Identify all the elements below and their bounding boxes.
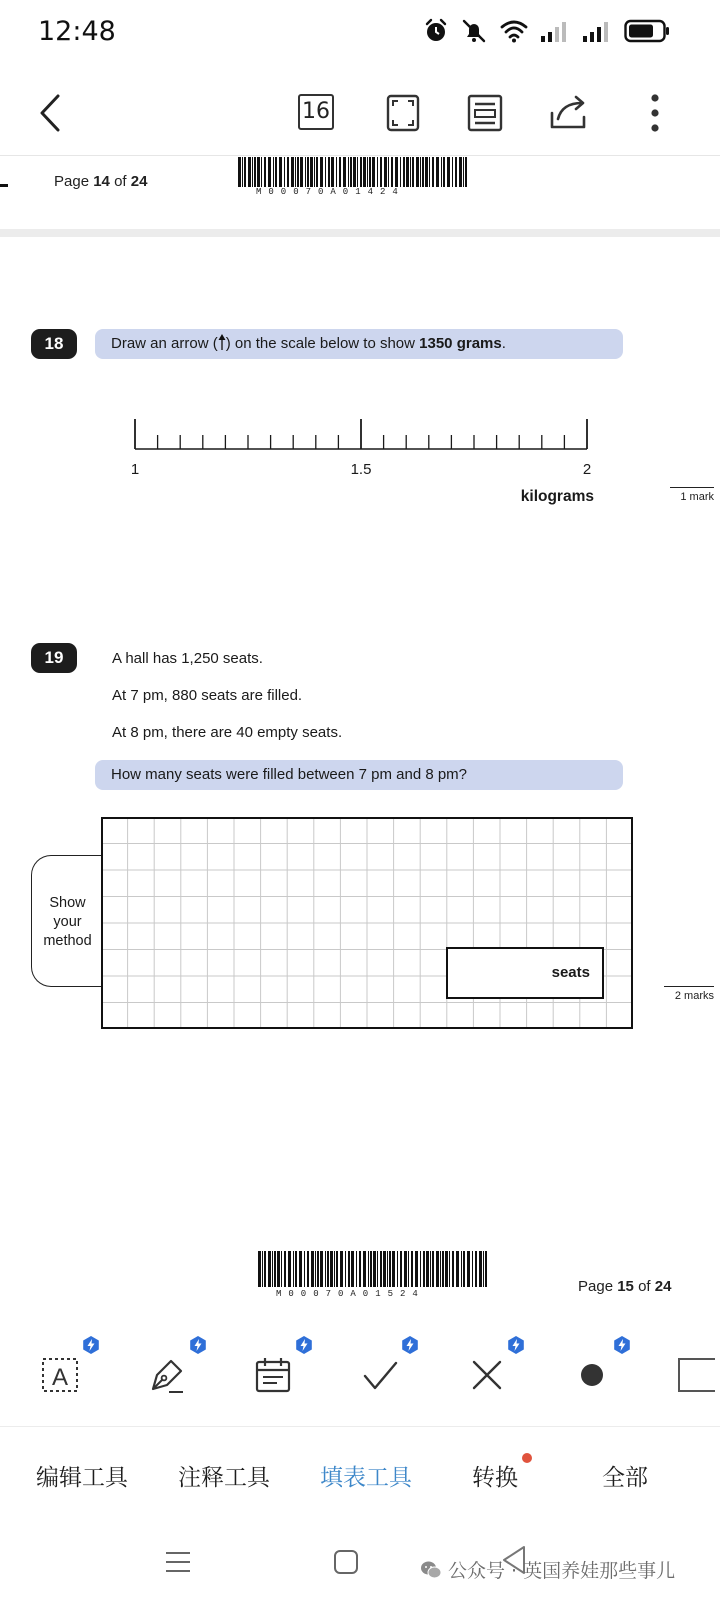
barcode-bar [254,157,256,187]
barcode-bar [311,1251,314,1287]
barcode-bar [400,157,401,187]
barcode-bar [248,157,251,187]
marks-text: 1 mark [680,491,714,503]
barcode-bar [467,1251,470,1287]
barcode-bar [377,1251,378,1287]
barcode-bar [420,1251,421,1287]
barcode-bar [360,157,362,187]
signal-icon [582,20,612,42]
page-label-top [54,173,147,190]
barcode-bar [348,157,349,187]
barcode-bar [395,157,398,187]
back-button[interactable] [28,90,74,136]
calendar-icon [253,1355,293,1395]
barcode-bar [452,157,453,187]
barcode-bar [406,157,409,187]
barcode-bar [410,157,411,187]
barcode-bar [411,1251,413,1287]
barcode-bar [273,157,274,187]
barcode-bar [383,1251,386,1287]
box-tool-icon [675,1355,715,1395]
barcode-bar [440,1251,441,1287]
battery-icon [624,19,670,43]
barcode-bar [284,157,285,187]
barcode-bar [325,1251,326,1287]
page-count-icon[interactable]: 16 [298,94,334,130]
muted-bell-icon [460,18,488,44]
barcode-bar [339,157,341,187]
cross-icon [467,1355,507,1395]
barcode-bar [304,1251,305,1287]
prompt-text: . [501,335,506,352]
barcode-bar [368,1251,369,1287]
question-19-prompt: How many seats were filled between 7 pm and 8 pm? [95,760,623,790]
barcode-bar [465,157,467,187]
barcode-bar [442,1251,444,1287]
barcode-bar [288,1251,291,1287]
barcode-bar [317,1251,319,1287]
barcode-bar [436,157,439,187]
barcode-bar [284,1251,286,1287]
barcode-bar [244,157,246,187]
tab-convert[interactable] [472,1459,518,1492]
barcode-bar [307,1251,309,1287]
barcode-bar [242,157,243,187]
barcode-bar [463,1251,465,1287]
barcode-bar [316,157,318,187]
barcode-bar [415,1251,418,1287]
barcode-bar [252,157,253,187]
barcode-bar [472,1251,473,1287]
barcode-bar [461,1251,462,1287]
barcode-bar [408,1251,409,1287]
barcode-graphic [236,157,472,187]
barcode-bar [443,157,445,187]
text-box-tool[interactable] [35,1350,85,1400]
barcode-bar [412,157,414,187]
barcode-bar [384,157,387,187]
barcode-bar [449,1251,450,1287]
barcode-bar [274,1251,276,1287]
barcode-bar [441,157,442,187]
barcode-bar [261,157,262,187]
scale-label-end: 2 [582,461,592,478]
watermark [420,1556,675,1583]
barcode-bar [330,1251,333,1287]
lightning-badge-icon [82,1336,100,1354]
barcode-bar [370,1251,372,1287]
watermark-text: 公众号 · 英国养娃那些事儿 [448,1560,676,1582]
home-icon[interactable] [332,1548,360,1576]
more-tools-partial[interactable] [675,1350,720,1400]
barcode-bar [291,157,294,187]
barcode-bar [310,157,313,187]
scale-unit-label: kilograms [520,488,594,505]
barcode-bar [351,1251,354,1287]
reading-mode-icon [467,93,503,133]
share-icon [548,93,590,133]
barcode-bar [422,157,424,187]
barcode-bar [430,1251,431,1287]
barcode-bar [268,1251,271,1287]
scale-label-start: 1 [130,461,140,478]
lightning-badge-icon [613,1336,631,1354]
barcode-bar [238,157,241,187]
barcode-bar [264,1251,266,1287]
barcode-bar [293,1251,294,1287]
barcode-bar [429,157,430,187]
barcode-text: M00070A01424 [256,187,405,197]
wechat-icon [420,1560,442,1580]
method-tab-text: Show [49,895,86,911]
question-number-18: 18 [31,329,77,359]
barcode-bar [416,157,419,187]
barcode-bar [279,157,282,187]
prompt-text: ) on the scale below to show [225,335,420,352]
dot-tool[interactable] [567,1350,617,1400]
date-tool[interactable] [248,1350,298,1400]
form-tools-row [0,1328,720,1426]
barcode-bar [336,1251,338,1287]
fullscreen-button[interactable] [380,90,426,136]
question-19-line-2: At 7 pm, 880 seats are filled. [112,687,303,704]
page-label-bottom [578,1278,671,1295]
up-arrow-icon [218,334,226,350]
tab-edit-tools[interactable]: 编辑工具 [36,1465,128,1491]
page-word: Page [578,1278,614,1295]
chevron-left-icon [36,93,66,133]
barcode-bar [447,157,450,187]
barcode-bar [389,1251,391,1287]
lightning-badge-icon [189,1336,207,1354]
barcode-bar [277,1251,280,1287]
barcode-bar [320,157,323,187]
scale-label-mid: 1.5 [350,461,372,478]
menu-icon[interactable] [164,1548,192,1576]
marks-line [664,986,714,987]
barcode-bar [353,157,356,187]
app-toolbar [0,70,720,156]
barcode-bar [328,157,330,187]
barcode-bar [275,157,277,187]
barcode-bar [397,1251,398,1287]
barcode-bar [268,157,271,187]
check-tool[interactable] [355,1350,405,1400]
question-18-prompt [95,329,623,359]
tab-annotation-tools[interactable]: 注释工具 [178,1465,270,1491]
barcode-bar [297,157,299,187]
barcode-bar [262,1251,263,1287]
barcode-bar [357,157,358,187]
dot-icon [572,1355,612,1395]
barcode-bar [264,157,266,187]
barcode-bar [359,1251,361,1287]
status-bar [0,0,720,64]
barcode-bar [325,157,326,187]
prompt-text: Draw an arrow ( [111,335,218,352]
barcode-bar [403,157,405,187]
tab-all[interactable]: 全部 [602,1465,648,1491]
barcode-bar [463,157,464,187]
barcode-bar [377,157,378,187]
barcode-bar [404,1251,407,1287]
signal-icon [540,20,570,42]
barcode-bar [455,157,457,187]
signature-tool[interactable] [142,1350,192,1400]
page-word: Page [54,173,90,190]
barcode-bar [452,1251,454,1287]
barcode-bar [373,1251,376,1287]
barcode-bar [380,1251,382,1287]
page-number: 14 [93,173,110,190]
barcode-bar [459,157,462,187]
barcode-bar [363,1251,366,1287]
barcode-bar [299,1251,302,1287]
system-navigation-bar [0,1526,720,1600]
barcode-bar [334,1251,335,1287]
barcode-bar [400,1251,402,1287]
edge-mark [0,184,8,187]
barcode-bar [272,1251,273,1287]
alarm-icon [424,18,448,44]
page-14-bottom [0,157,720,229]
status-icons [424,18,670,44]
barcode-bar [343,157,346,187]
barcode-bar [432,1251,434,1287]
barcode-bar [392,1251,395,1287]
barcode-bar [336,157,337,187]
marks-label-18 [666,487,714,503]
barcode-bar [456,1251,459,1287]
lightning-badge-icon [507,1336,525,1354]
barcode-bar [315,1251,316,1287]
reading-mode-button[interactable] [462,90,508,136]
barcode-bar [258,1251,261,1287]
barcode-bar [475,1251,477,1287]
barcode-bar [314,157,315,187]
lightning-badge-icon [295,1336,313,1354]
tab-form-tools[interactable]: 填表工具 [320,1465,412,1491]
bottom-tab-bar [0,1426,720,1526]
barcode-bar [327,1251,329,1287]
method-tab-text: method [43,933,92,949]
barcode-bar [345,1251,346,1287]
barcode-bar [300,157,303,187]
barcode-bar [485,1251,487,1287]
lightning-badge-icon [401,1336,419,1354]
wifi-icon [500,19,528,43]
more-vertical-icon [650,93,660,133]
barcode-bar [356,1251,357,1287]
barcode-bar [483,1251,484,1287]
barcode-bar [445,1251,448,1287]
method-tab-text: your [53,914,82,930]
pen-icon [147,1355,187,1395]
barcode-bar [295,1251,297,1287]
barcode-bar [372,157,375,187]
page-separator [0,229,720,237]
text-box-icon [40,1355,80,1395]
check-icon [360,1355,400,1395]
question-number-19: 19 [31,643,77,673]
barcode-bar [331,157,334,187]
of-word: of [114,173,127,190]
fullscreen-icon [386,93,420,133]
barcode-graphic [256,1251,492,1287]
marks-label-19 [660,986,714,1002]
barcode-bar [307,157,309,187]
show-method-tab [31,855,103,987]
barcode-bar [295,157,296,187]
barcode-bar [423,1251,425,1287]
number-scale[interactable] [120,415,600,485]
barcode-bar [391,157,393,187]
total-pages: 24 [654,1278,672,1295]
barcode-bar [363,157,366,187]
barcode-bar [387,1251,388,1287]
barcode-bar [388,157,389,187]
page-number: 15 [617,1278,634,1295]
barcode-text: M00070A01524 [276,1289,425,1299]
barcode-bar [479,1251,482,1287]
svg-text:A: A [51,1364,69,1391]
share-button[interactable] [546,90,592,136]
barcode-bar [436,1251,439,1287]
barcode-bar [367,157,368,187]
barcode-bar [432,157,434,187]
barcode-bar [420,157,421,187]
marks-line [670,487,714,488]
question-19-line-3: At 8 pm, there are 40 empty seats. [112,724,343,741]
status-time: 12:48 [38,16,116,47]
barcode-bar [369,157,371,187]
barcode-bar [281,1251,282,1287]
more-button[interactable] [632,90,678,136]
barcode-bar [257,157,260,187]
barcode-bar [350,157,352,187]
cross-tool[interactable] [462,1350,512,1400]
barcode-bar [426,1251,429,1287]
total-pages: 24 [130,173,148,190]
document-view[interactable] [0,157,720,1327]
tab-convert-label: 转换 [472,1465,518,1491]
barcode-bar [305,157,306,187]
notification-dot [522,1453,532,1463]
barcode-bar [348,1251,350,1287]
barcode-bar [380,157,382,187]
of-word: of [638,1278,651,1295]
prompt-bold-text: 1350 grams [419,335,502,352]
barcode-bar [425,157,428,187]
barcode-bar [320,1251,323,1287]
question-19-line-1: A hall has 1,250 seats. [112,650,263,667]
barcode-bar [340,1251,343,1287]
answer-box[interactable]: seats [446,947,604,999]
barcode-bar [287,157,289,187]
marks-text: 2 marks [674,990,714,1002]
